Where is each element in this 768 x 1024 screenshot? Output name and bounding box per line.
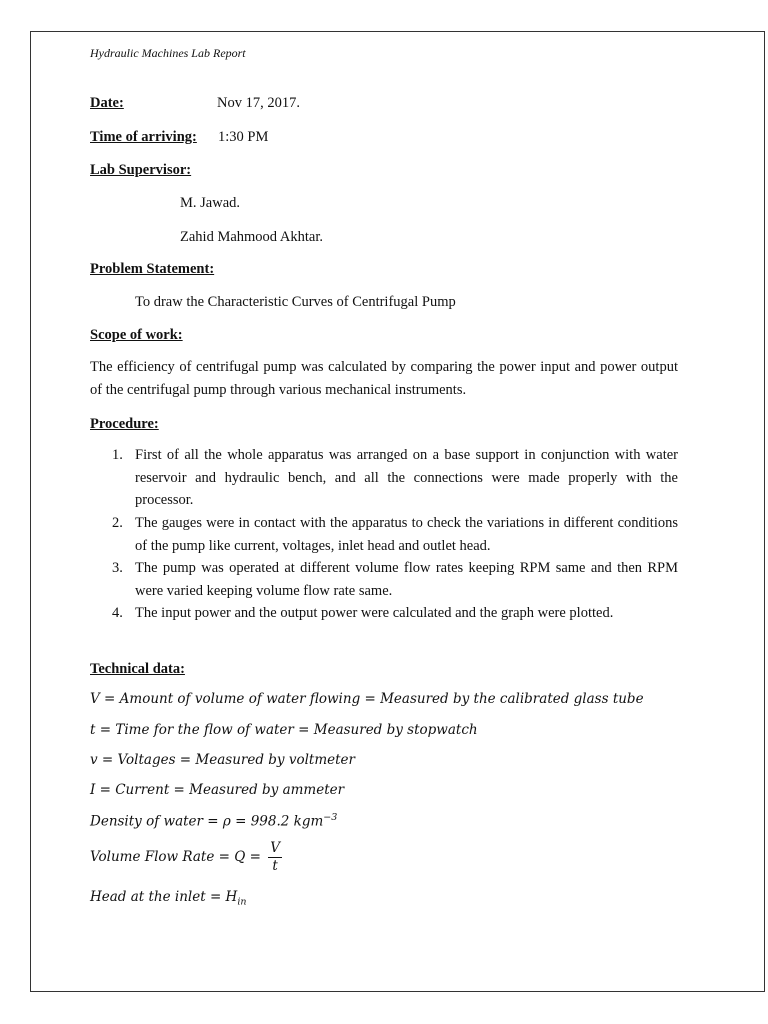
flow-rate-text: Volume Flow Rate = Q = — [90, 849, 261, 865]
procedure-item-number: 4. — [112, 605, 123, 621]
procedure-item-number: 3. — [112, 560, 123, 576]
inlet-head-text: Head at the inlet = H — [90, 889, 238, 905]
fraction-denominator: t — [272, 858, 278, 874]
procedure-item-number: 1. — [112, 447, 123, 463]
problem-label: Problem Statement: — [90, 261, 215, 277]
technical-line-density — [90, 812, 337, 830]
density-exponent: −3 — [323, 812, 338, 823]
supervisor-name-2: Zahid Mahmood Akhtar. — [180, 229, 323, 245]
technical-line-time: t = Time for the flow of water = Measured by stopwatch — [90, 722, 478, 738]
technical-label: Technical data: — [90, 661, 185, 677]
technical-line-inlet-head — [90, 889, 247, 908]
technical-line-voltage: v = Voltages = Measured by voltmeter — [90, 752, 355, 768]
procedure-item-text: The pump was operated at different volume flow rates keeping RPM same and then RPM were varied keeping volume flow rate same. — [135, 560, 678, 599]
procedure-label: Procedure: — [90, 416, 159, 432]
procedure-item-text: The gauges were in contact with the apparatus to check the variations in different conditions of the pump like current, voltages, inlet head and outlet head. — [135, 515, 678, 554]
scope-text: The efficiency of centrifugal pump was calculated by comparing the power input and power output of the centrifugal pump through various mechanical instruments. — [90, 359, 678, 398]
supervisor-label: Lab Supervisor: — [90, 162, 192, 178]
procedure-item — [112, 557, 678, 602]
technical-line-current: I = Current = Measured by ammeter — [90, 782, 345, 798]
date-value: Nov 17, 2017. — [217, 95, 300, 111]
procedure-item — [112, 444, 678, 512]
scope-label: Scope of work: — [90, 327, 183, 343]
supervisor-name-1: M. Jawad. — [180, 195, 241, 211]
procedure-item-text: The input power and the output power were calculated and the graph were plotted. — [135, 605, 614, 621]
technical-line-flow-rate — [90, 840, 282, 875]
density-text: Density of water = ρ = 998.2 kgm — [90, 813, 324, 830]
procedure-item — [112, 602, 678, 647]
problem-text: To draw the Characteristic Curves of Centrifugal Pump — [135, 294, 456, 310]
time-label: Time of arriving: — [90, 129, 197, 145]
time-value: 1:30 PM — [218, 129, 269, 145]
procedure-item-number: 2. — [112, 515, 123, 531]
procedure-item-text: First of all the whole apparatus was arranged on a base support in conjunction with water reservoir and hydraulic bench, and all the connections were made properly with the processor. — [135, 447, 678, 508]
report-header: Hydraulic Machines Lab Report — [90, 46, 246, 60]
procedure-item — [112, 512, 678, 557]
fraction-numerator: V — [270, 840, 280, 856]
flow-rate-fraction — [268, 840, 282, 875]
inlet-head-subscript: in — [237, 896, 247, 908]
technical-line-volume: V = Amount of volume of water flowing = Measured by the calibrated glass tube — [90, 691, 644, 707]
date-label-text: Date: — [90, 95, 124, 111]
